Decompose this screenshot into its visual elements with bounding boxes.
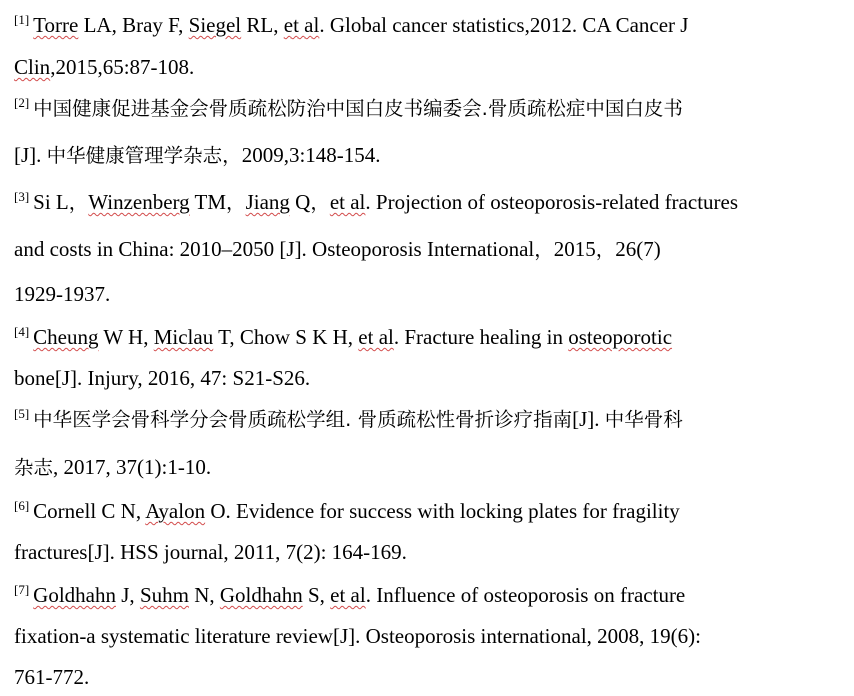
reference-number: [5] bbox=[14, 406, 30, 421]
reference-number: [3] bbox=[14, 189, 30, 204]
spellcheck-flagged-word: Ayalon bbox=[145, 499, 206, 523]
spellcheck-flagged-word: et al bbox=[330, 583, 366, 607]
reference-text: 761-772. bbox=[14, 665, 90, 689]
reference-text: S, bbox=[302, 583, 331, 607]
reference-text: bone[J]. Injury, 2016, 47: S21-S26. bbox=[14, 366, 311, 390]
spellcheck-flagged-word: et al bbox=[283, 13, 320, 37]
reference-text: J, bbox=[116, 583, 140, 607]
reference-text: 26(7) bbox=[615, 237, 661, 261]
spellcheck-flagged-word: Jiang bbox=[245, 190, 290, 214]
reference-line bbox=[14, 190, 738, 215]
spellcheck-flagged-word: Siegel bbox=[188, 13, 242, 37]
spellcheck-flagged-word: osteoporotic bbox=[568, 325, 673, 349]
reference-text: 2015 bbox=[553, 237, 596, 261]
reference-text: [J]. bbox=[572, 407, 605, 431]
reference-line bbox=[14, 325, 672, 349]
spellcheck-flagged-word: Goldhahn bbox=[33, 583, 116, 607]
reference-text: Si L bbox=[33, 190, 69, 214]
reference-text: fractures[J]. HSS journal, 2011, 7(2): 164-169. bbox=[14, 540, 407, 564]
reference-line bbox=[14, 583, 685, 607]
reference-number: [2] bbox=[14, 95, 30, 110]
reference-number: [6] bbox=[14, 498, 30, 513]
reference-number: [7] bbox=[14, 582, 30, 597]
reference-text: 杂志 bbox=[14, 456, 54, 479]
reference-line bbox=[14, 282, 110, 306]
reference-text: W H, bbox=[98, 325, 154, 349]
reference-text: and costs in China: 2010–2050 [J]. Osteoporosis International bbox=[14, 237, 535, 261]
reference-line bbox=[14, 455, 211, 480]
reference-text: 中国健康促进基金会骨质疏松防治中国白皮书编委会.骨质疏松症中国白皮书 bbox=[33, 97, 683, 120]
reference-line bbox=[14, 55, 194, 79]
reference-text: ， bbox=[595, 238, 616, 261]
reference-text: LA, Bray F, bbox=[78, 13, 189, 37]
reference-text: [J]. bbox=[14, 143, 47, 167]
reference-line bbox=[14, 13, 688, 37]
spellcheck-flagged-word: Clin bbox=[14, 55, 51, 79]
reference-number: [4] bbox=[14, 324, 30, 339]
reference-text: T, Chow S K H, bbox=[213, 325, 359, 349]
spellcheck-flagged-word: Cheung bbox=[33, 325, 99, 349]
reference-text: 中华健康管理学杂志， bbox=[46, 144, 242, 167]
reference-line bbox=[14, 624, 701, 648]
reference-line bbox=[14, 366, 310, 390]
reference-text: O. Evidence for success with locking plates for fragility bbox=[205, 499, 680, 523]
spellcheck-flagged-word: Torre bbox=[33, 13, 79, 37]
reference-line bbox=[14, 499, 680, 523]
reference-text: ， bbox=[226, 191, 246, 214]
reference-line bbox=[14, 143, 381, 168]
reference-text: Q bbox=[289, 190, 311, 214]
spellcheck-flagged-word: Winzenberg bbox=[88, 190, 190, 214]
reference-text: 2009,3:148-154. bbox=[241, 143, 381, 167]
spellcheck-flagged-word: et al bbox=[358, 325, 394, 349]
reference-line bbox=[14, 665, 89, 689]
spellcheck-flagged-word: et al bbox=[329, 190, 366, 214]
reference-text: 1929-1937. bbox=[14, 282, 111, 306]
reference-text: 中华医学会骨科学分会骨质疏松学组. 骨质疏松性骨折诊疗指南 bbox=[33, 408, 573, 431]
reference-text: N, bbox=[188, 583, 220, 607]
reference-text: . Fracture healing in bbox=[393, 325, 569, 349]
spellcheck-flagged-word: Goldhahn bbox=[219, 583, 303, 607]
reference-text: TM bbox=[189, 190, 227, 214]
reference-line bbox=[14, 237, 661, 262]
reference-text: . Influence of osteoporosis on fracture bbox=[365, 583, 686, 607]
reference-text: fixation-a systematic literature review[J]. Osteoporosis international, 2008, 19(6): bbox=[14, 624, 701, 648]
reference-text: RL, bbox=[241, 13, 284, 37]
spellcheck-flagged-word: Suhm bbox=[139, 583, 189, 607]
reference-text: ， bbox=[310, 191, 330, 214]
reference-text: . Projection of osteoporosis-related fractures bbox=[365, 190, 739, 214]
reference-text: . Global cancer statistics,2012. CA Cancer J bbox=[319, 13, 689, 37]
reference-number: [1] bbox=[14, 12, 30, 27]
reference-line bbox=[14, 407, 683, 432]
reference-text: ， bbox=[534, 238, 554, 261]
reference-line bbox=[14, 540, 407, 564]
spellcheck-flagged-word: Miclau bbox=[153, 325, 214, 349]
reference-text: , 2017, 37(1):1-10. bbox=[53, 455, 212, 479]
reference-text: Cornell C N, bbox=[33, 499, 146, 523]
reference-text: 中华骨科 bbox=[604, 408, 683, 431]
reference-text: ， bbox=[68, 191, 89, 214]
reference-text: ,2015,65:87-108. bbox=[50, 55, 195, 79]
reference-line bbox=[14, 96, 683, 121]
